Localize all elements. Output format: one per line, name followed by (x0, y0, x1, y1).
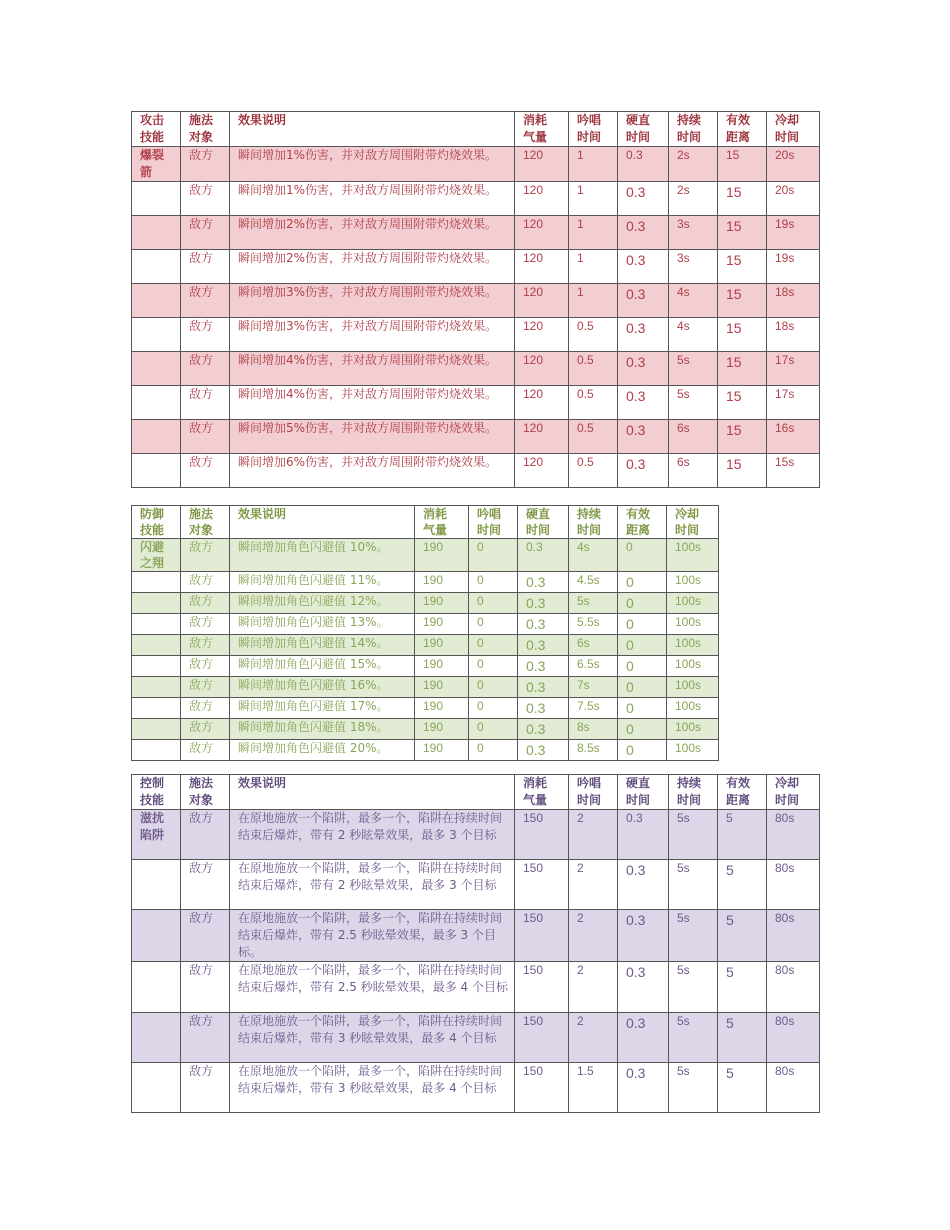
duration-cell: 5.5s (569, 614, 618, 635)
cost-cell: 150 (515, 910, 569, 962)
table-row (132, 593, 719, 614)
stagger-cell: 0.3 (618, 284, 669, 318)
duration-cell: 6s (569, 635, 618, 656)
cost-cell: 150 (515, 1063, 569, 1113)
range-cell: 15 (718, 352, 767, 386)
target-cell: 敌方 (181, 810, 230, 860)
effect-cell: 瞬间增加1%伤害，并对敌方周围附带灼烧效果。 (230, 182, 515, 216)
duration-cell: 5s (669, 860, 718, 910)
stagger-cell: 0.3 (618, 147, 669, 182)
cost-cell: 190 (415, 677, 469, 698)
header-cell: 冷却 时间 (667, 506, 719, 539)
range-cell: 15 (718, 147, 767, 182)
header-cell: 冷却 时间 (767, 775, 820, 810)
stagger-cell: 0.3 (618, 216, 669, 250)
stagger-cell: 0.3 (618, 420, 669, 454)
table-row (132, 910, 820, 962)
range-cell: 0 (618, 539, 667, 572)
range-cell: 5 (718, 962, 767, 1013)
range-cell: 15 (718, 182, 767, 216)
target-cell: 敌方 (181, 910, 230, 962)
skill-name (132, 318, 181, 352)
cooldown-cell: 80s (767, 910, 820, 962)
cost-cell: 190 (415, 614, 469, 635)
cooldown-cell: 100s (667, 698, 719, 719)
cast-cell: 1 (569, 250, 618, 284)
cast-cell: 0.5 (569, 454, 618, 488)
stagger-cell: 0.3 (518, 614, 569, 635)
cost-cell: 120 (515, 352, 569, 386)
effect-cell: 瞬间增加3%伤害，并对敌方周围附带灼烧效果。 (230, 318, 515, 352)
header-cell: 效果说明 (230, 775, 515, 810)
skill-name (132, 677, 181, 698)
target-cell: 敌方 (181, 719, 230, 740)
effect-cell: 瞬间增加角色闪避值 20%。 (230, 740, 415, 761)
stagger-cell: 0.3 (518, 635, 569, 656)
stagger-cell: 0.3 (618, 860, 669, 910)
header-cell: 有效 距离 (618, 506, 667, 539)
range-cell: 15 (718, 284, 767, 318)
stagger-cell: 0.3 (518, 539, 569, 572)
cost-cell: 120 (515, 216, 569, 250)
table-row (132, 539, 719, 572)
target-cell: 敌方 (181, 147, 230, 182)
skill-name (132, 572, 181, 593)
cast-cell: 1.5 (569, 1063, 618, 1113)
skill-name: 滋扰 陷阱 (132, 810, 181, 860)
duration-cell: 4s (669, 318, 718, 352)
cooldown-cell: 100s (667, 719, 719, 740)
table-row (132, 614, 719, 635)
stagger-cell: 0.3 (518, 719, 569, 740)
effect-cell: 瞬间增加角色闪避值 17%。 (230, 698, 415, 719)
target-cell: 敌方 (181, 216, 230, 250)
cast-cell: 0.5 (569, 386, 618, 420)
header-cell: 吟唱 时间 (469, 506, 518, 539)
cooldown-cell: 17s (767, 352, 820, 386)
stagger-cell: 0.3 (618, 182, 669, 216)
cooldown-cell: 15s (767, 454, 820, 488)
cooldown-cell: 100s (667, 656, 719, 677)
skill-name: 爆裂 箭 (132, 147, 181, 182)
cast-cell: 0 (469, 593, 518, 614)
duration-cell: 6s (669, 420, 718, 454)
table-header-row (132, 506, 719, 539)
cast-cell: 1 (569, 216, 618, 250)
duration-cell: 5s (669, 386, 718, 420)
cooldown-cell: 20s (767, 147, 820, 182)
cooldown-cell: 80s (767, 1013, 820, 1063)
cooldown-cell: 80s (767, 810, 820, 860)
skill-name (132, 1013, 181, 1063)
cooldown-cell: 16s (767, 420, 820, 454)
skill-name (132, 216, 181, 250)
header-cell: 硬直 时间 (618, 775, 669, 810)
cast-cell: 2 (569, 910, 618, 962)
cooldown-cell: 18s (767, 318, 820, 352)
cast-cell: 1 (569, 147, 618, 182)
stagger-cell: 0.3 (618, 318, 669, 352)
target-cell: 敌方 (181, 420, 230, 454)
effect-cell: 瞬间增加角色闪避值 10%。 (230, 539, 415, 572)
table-row (132, 1013, 820, 1063)
target-cell: 敌方 (181, 1063, 230, 1113)
stagger-cell: 0.3 (618, 454, 669, 488)
cast-cell: 2 (569, 1013, 618, 1063)
cast-cell: 0 (469, 572, 518, 593)
duration-cell: 4s (669, 284, 718, 318)
effect-cell: 瞬间增加角色闪避值 13%。 (230, 614, 415, 635)
effect-cell: 瞬间增加角色闪避值 11%。 (230, 572, 415, 593)
header-cell: 攻击 技能 (132, 112, 181, 147)
effect-cell: 瞬间增加角色闪避值 16%。 (230, 677, 415, 698)
stagger-cell: 0.3 (518, 656, 569, 677)
cast-cell: 0 (469, 635, 518, 656)
control-skill-table (131, 774, 820, 1113)
cast-cell: 2 (569, 962, 618, 1013)
table-row (132, 740, 719, 761)
table-row (132, 386, 820, 420)
skill-name (132, 962, 181, 1013)
cost-cell: 190 (415, 698, 469, 719)
cost-cell: 190 (415, 572, 469, 593)
duration-cell: 8s (569, 719, 618, 740)
table-row (132, 677, 719, 698)
skill-name (132, 250, 181, 284)
duration-cell: 6.5s (569, 656, 618, 677)
cast-cell: 0.5 (569, 318, 618, 352)
target-cell: 敌方 (181, 250, 230, 284)
range-cell: 0 (618, 719, 667, 740)
effect-cell: 在原地施放一个陷阱，最多一个，陷阱在持续时间结束后爆炸，带有 2 秒眩晕效果，最多 3 个目标 (230, 810, 515, 860)
range-cell: 5 (718, 1063, 767, 1113)
cast-cell: 0 (469, 614, 518, 635)
header-cell: 施法 对象 (181, 112, 230, 147)
table-row (132, 719, 719, 740)
header-cell: 消耗 气量 (515, 775, 569, 810)
skill-name (132, 593, 181, 614)
effect-cell: 瞬间增加4%伤害，并对敌方周围附带灼烧效果。 (230, 352, 515, 386)
effect-cell: 瞬间增加6%伤害，并对敌方周围附带灼烧效果。 (230, 454, 515, 488)
skill-name (132, 182, 181, 216)
duration-cell: 5s (669, 810, 718, 860)
cooldown-cell: 80s (767, 860, 820, 910)
cost-cell: 150 (515, 810, 569, 860)
effect-cell: 瞬间增加4%伤害，并对敌方周围附带灼烧效果。 (230, 386, 515, 420)
stagger-cell: 0.3 (518, 698, 569, 719)
skill-name (132, 284, 181, 318)
skill-name (132, 910, 181, 962)
cast-cell: 0.5 (569, 352, 618, 386)
table-row (132, 810, 820, 860)
cost-cell: 190 (415, 719, 469, 740)
stagger-cell: 0.3 (618, 250, 669, 284)
effect-cell: 瞬间增加1%伤害，并对敌方周围附带灼烧效果。 (230, 147, 515, 182)
cast-cell: 0 (469, 677, 518, 698)
cast-cell: 0.5 (569, 420, 618, 454)
target-cell: 敌方 (181, 454, 230, 488)
cost-cell: 120 (515, 420, 569, 454)
cost-cell: 120 (515, 284, 569, 318)
stagger-cell: 0.3 (618, 1063, 669, 1113)
range-cell: 0 (618, 572, 667, 593)
stagger-cell: 0.3 (518, 740, 569, 761)
target-cell: 敌方 (181, 698, 230, 719)
cast-cell: 1 (569, 182, 618, 216)
range-cell: 15 (718, 216, 767, 250)
target-cell: 敌方 (181, 740, 230, 761)
table-row (132, 147, 820, 182)
header-cell: 持续 时间 (569, 506, 618, 539)
table-row (132, 318, 820, 352)
cooldown-cell: 80s (767, 962, 820, 1013)
target-cell: 敌方 (181, 352, 230, 386)
table-row (132, 250, 820, 284)
duration-cell: 7.5s (569, 698, 618, 719)
cooldown-cell: 100s (667, 740, 719, 761)
header-cell: 硬直 时间 (618, 112, 669, 147)
stagger-cell: 0.3 (618, 352, 669, 386)
table-row (132, 1063, 820, 1113)
skill-name (132, 719, 181, 740)
cooldown-cell: 100s (667, 539, 719, 572)
cast-cell: 0 (469, 740, 518, 761)
target-cell: 敌方 (181, 539, 230, 572)
cast-cell: 2 (569, 860, 618, 910)
target-cell: 敌方 (181, 386, 230, 420)
cost-cell: 120 (515, 147, 569, 182)
duration-cell: 5s (669, 352, 718, 386)
range-cell: 15 (718, 318, 767, 352)
skill-name (132, 1063, 181, 1113)
cost-cell: 190 (415, 740, 469, 761)
defense-skill-table (131, 505, 719, 761)
target-cell: 敌方 (181, 677, 230, 698)
cost-cell: 190 (415, 656, 469, 677)
cost-cell: 190 (415, 593, 469, 614)
range-cell: 5 (718, 860, 767, 910)
range-cell: 0 (618, 677, 667, 698)
skill-name: 闪避 之翔 (132, 539, 181, 572)
skill-name (132, 386, 181, 420)
effect-cell: 瞬间增加2%伤害，并对敌方周围附带灼烧效果。 (230, 216, 515, 250)
header-cell: 有效 距离 (718, 775, 767, 810)
cooldown-cell: 80s (767, 1063, 820, 1113)
table-header-row (132, 112, 820, 147)
header-cell: 施法 对象 (181, 775, 230, 810)
effect-cell: 在原地施放一个陷阱，最多一个，陷阱在持续时间结束后爆炸，带有 2 秒眩晕效果，最多 3 个目标 (230, 860, 515, 910)
cooldown-cell: 100s (667, 572, 719, 593)
cooldown-cell: 18s (767, 284, 820, 318)
skill-name (132, 860, 181, 910)
range-cell: 5 (718, 910, 767, 962)
attack-skill-table (131, 111, 820, 488)
cost-cell: 120 (515, 318, 569, 352)
cost-cell: 150 (515, 1013, 569, 1063)
duration-cell: 7s (569, 677, 618, 698)
range-cell: 5 (718, 810, 767, 860)
target-cell: 敌方 (181, 635, 230, 656)
target-cell: 敌方 (181, 182, 230, 216)
cast-cell: 0 (469, 539, 518, 572)
stagger-cell: 0.3 (618, 386, 669, 420)
skill-name (132, 656, 181, 677)
cost-cell: 120 (515, 182, 569, 216)
cooldown-cell: 100s (667, 614, 719, 635)
cost-cell: 190 (415, 635, 469, 656)
duration-cell: 6s (669, 454, 718, 488)
header-cell: 有效 距离 (718, 112, 767, 147)
header-cell: 防御 技能 (132, 506, 181, 539)
cooldown-cell: 19s (767, 250, 820, 284)
range-cell: 0 (618, 698, 667, 719)
range-cell: 15 (718, 386, 767, 420)
stagger-cell: 0.3 (618, 810, 669, 860)
stagger-cell: 0.3 (618, 910, 669, 962)
effect-cell: 瞬间增加3%伤害，并对敌方周围附带灼烧效果。 (230, 284, 515, 318)
target-cell: 敌方 (181, 1013, 230, 1063)
cooldown-cell: 100s (667, 635, 719, 656)
header-cell: 效果说明 (230, 112, 515, 147)
stagger-cell: 0.3 (618, 1013, 669, 1063)
target-cell: 敌方 (181, 284, 230, 318)
stagger-cell: 0.3 (518, 572, 569, 593)
cooldown-cell: 100s (667, 593, 719, 614)
cast-cell: 0 (469, 698, 518, 719)
header-cell: 吟唱 时间 (569, 775, 618, 810)
duration-cell: 8.5s (569, 740, 618, 761)
range-cell: 0 (618, 740, 667, 761)
header-cell: 吟唱 时间 (569, 112, 618, 147)
header-cell: 施法 对象 (181, 506, 230, 539)
duration-cell: 5s (569, 593, 618, 614)
cost-cell: 120 (515, 250, 569, 284)
effect-cell: 瞬间增加5%伤害，并对敌方周围附带灼烧效果。 (230, 420, 515, 454)
stagger-cell: 0.3 (618, 962, 669, 1013)
header-cell: 持续 时间 (669, 775, 718, 810)
effect-cell: 瞬间增加角色闪避值 14%。 (230, 635, 415, 656)
table-row (132, 352, 820, 386)
cast-cell: 2 (569, 810, 618, 860)
skill-name (132, 454, 181, 488)
cooldown-cell: 17s (767, 386, 820, 420)
target-cell: 敌方 (181, 318, 230, 352)
effect-cell: 在原地施放一个陷阱，最多一个，陷阱在持续时间结束后爆炸，带有 2.5 秒眩晕效果，最多 4 个目标 (230, 962, 515, 1013)
table-header-row (132, 775, 820, 810)
stagger-cell: 0.3 (518, 593, 569, 614)
duration-cell: 3s (669, 250, 718, 284)
cost-cell: 150 (515, 860, 569, 910)
target-cell: 敌方 (181, 572, 230, 593)
cost-cell: 120 (515, 454, 569, 488)
effect-cell: 瞬间增加角色闪避值 15%。 (230, 656, 415, 677)
skill-name (132, 352, 181, 386)
header-cell: 控制 技能 (132, 775, 181, 810)
range-cell: 0 (618, 635, 667, 656)
header-cell: 硬直 时间 (518, 506, 569, 539)
cooldown-cell: 20s (767, 182, 820, 216)
duration-cell: 3s (669, 216, 718, 250)
table-row (132, 182, 820, 216)
header-cell: 持续 时间 (669, 112, 718, 147)
range-cell: 0 (618, 593, 667, 614)
target-cell: 敌方 (181, 656, 230, 677)
cost-cell: 150 (515, 962, 569, 1013)
effect-cell: 瞬间增加2%伤害，并对敌方周围附带灼烧效果。 (230, 250, 515, 284)
table-row (132, 962, 820, 1013)
table-row (132, 420, 820, 454)
target-cell: 敌方 (181, 614, 230, 635)
table-row (132, 454, 820, 488)
cast-cell: 0 (469, 656, 518, 677)
duration-cell: 5s (669, 962, 718, 1013)
range-cell: 15 (718, 420, 767, 454)
duration-cell: 5s (669, 910, 718, 962)
range-cell: 0 (618, 656, 667, 677)
cast-cell: 0 (469, 719, 518, 740)
target-cell: 敌方 (181, 962, 230, 1013)
table-row (132, 656, 719, 677)
range-cell: 15 (718, 454, 767, 488)
range-cell: 0 (618, 614, 667, 635)
table-row (132, 698, 719, 719)
effect-cell: 瞬间增加角色闪避值 12%。 (230, 593, 415, 614)
table-row (132, 860, 820, 910)
effect-cell: 在原地施放一个陷阱，最多一个，陷阱在持续时间结束后爆炸，带有 2.5 秒眩晕效果，最多 3 个目标。 (230, 910, 515, 962)
skill-name (132, 420, 181, 454)
cooldown-cell: 100s (667, 677, 719, 698)
cost-cell: 190 (415, 539, 469, 572)
table-row (132, 635, 719, 656)
range-cell: 15 (718, 250, 767, 284)
effect-cell: 在原地施放一个陷阱，最多一个，陷阱在持续时间结束后爆炸，带有 3 秒眩晕效果，最多 4 个目标 (230, 1013, 515, 1063)
header-cell: 效果说明 (230, 506, 415, 539)
target-cell: 敌方 (181, 593, 230, 614)
header-cell: 消耗 气量 (415, 506, 469, 539)
target-cell: 敌方 (181, 860, 230, 910)
table-row (132, 284, 820, 318)
header-cell: 冷却 时间 (767, 112, 820, 147)
effect-cell: 在原地施放一个陷阱，最多一个，陷阱在持续时间结束后爆炸，带有 3 秒眩晕效果，最多 4 个目标 (230, 1063, 515, 1113)
cast-cell: 1 (569, 284, 618, 318)
stagger-cell: 0.3 (518, 677, 569, 698)
duration-cell: 4.5s (569, 572, 618, 593)
duration-cell: 5s (669, 1063, 718, 1113)
skill-name (132, 614, 181, 635)
effect-cell: 瞬间增加角色闪避值 18%。 (230, 719, 415, 740)
cost-cell: 120 (515, 386, 569, 420)
skill-name (132, 698, 181, 719)
duration-cell: 2s (669, 182, 718, 216)
table-row (132, 216, 820, 250)
skill-name (132, 635, 181, 656)
duration-cell: 4s (569, 539, 618, 572)
table-row (132, 572, 719, 593)
range-cell: 5 (718, 1013, 767, 1063)
duration-cell: 5s (669, 1013, 718, 1063)
cooldown-cell: 19s (767, 216, 820, 250)
header-cell: 消耗 气量 (515, 112, 569, 147)
duration-cell: 2s (669, 147, 718, 182)
skill-name (132, 740, 181, 761)
